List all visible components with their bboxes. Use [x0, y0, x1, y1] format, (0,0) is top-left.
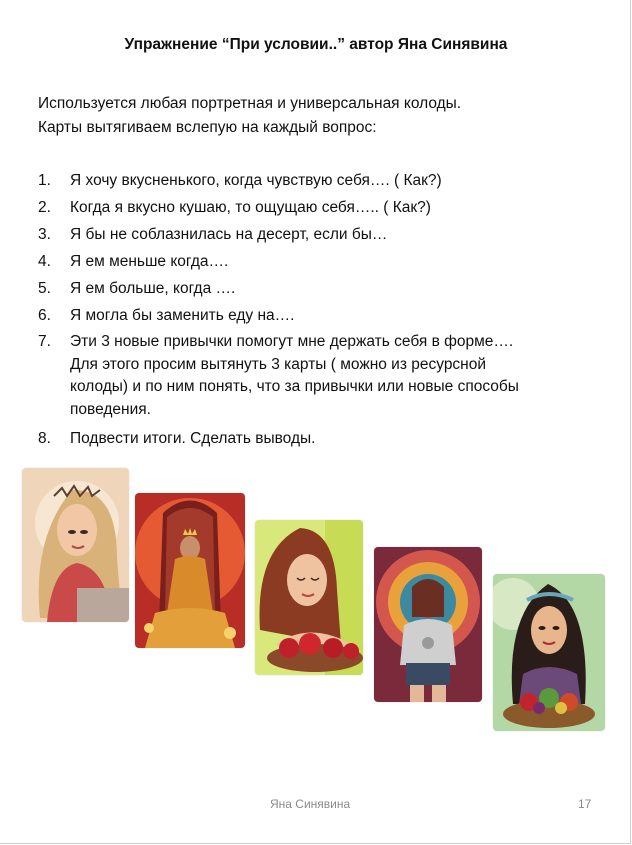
item-number: 6.: [38, 307, 51, 324]
item-text: Я ем меньше когда….: [70, 253, 229, 270]
page-title: Упражнение “При условии..” автор Яна Синявина: [124, 36, 508, 53]
card-1-illustration: [22, 468, 129, 622]
card-2-illustration: [135, 493, 245, 648]
list-item: [38, 250, 598, 274]
item-number: 1.: [38, 172, 51, 189]
footer-author: Яна Синявина: [270, 797, 351, 811]
item-text: Я бы не соблазнилась на десерт, если бы…: [70, 226, 388, 243]
list-item: [38, 277, 598, 301]
item-number: 3.: [38, 226, 51, 243]
item-text: Когда я вкусно кушаю, то ощущаю себя….. ( Как?): [70, 199, 431, 216]
item-text-line: поведения.: [70, 400, 151, 418]
item-text-line: колоды) и по ним понять, что за привычки или новые способы: [70, 378, 519, 395]
item-number: 8.: [38, 430, 51, 447]
item-number: 7.: [38, 333, 51, 350]
card-queen-throne: [135, 493, 245, 648]
intro: [38, 92, 461, 140]
page-number: 17: [578, 797, 592, 811]
item-text-line: Эти 3 новые привычки помогут мне держать себя в форме….: [70, 333, 514, 350]
item-number: 5.: [38, 280, 51, 297]
item-number: 2.: [38, 199, 51, 216]
card-woman-pomegranates: [255, 520, 363, 675]
intro-line-1: Используется любая портретная и универсальная колоды.: [38, 95, 462, 112]
card-girl-mandala: [374, 547, 482, 702]
card-woman-crown-thorns: [22, 468, 129, 622]
list-item: [38, 427, 598, 451]
card-5-illustration: [493, 574, 605, 731]
item-number: 4.: [38, 253, 51, 270]
question-list: [38, 169, 598, 454]
intro-line-2: Карты вытягиваем вслепую на каждый вопрос:: [38, 119, 377, 136]
item-text: Я хочу вкусненького, когда чувствую себя…. ( Как?): [70, 172, 442, 189]
item-text: Я могла бы заменить еду на….: [70, 307, 295, 324]
item-text: Подвести итоги. Сделать выводы.: [70, 430, 316, 447]
card-woman-fruit-bowl: [493, 574, 605, 731]
list-item: [38, 169, 598, 193]
item-text-line: Для этого просим вытянуть 3 карты ( можно из ресурсной: [70, 355, 487, 373]
card-4-illustration: [374, 547, 482, 702]
list-item: [38, 223, 598, 247]
item-text: Я ем больше, когда ….: [70, 280, 236, 297]
card-3-illustration: [255, 520, 363, 675]
list-item: [38, 304, 598, 328]
list-item: [38, 331, 598, 421]
list-item: [38, 196, 598, 220]
